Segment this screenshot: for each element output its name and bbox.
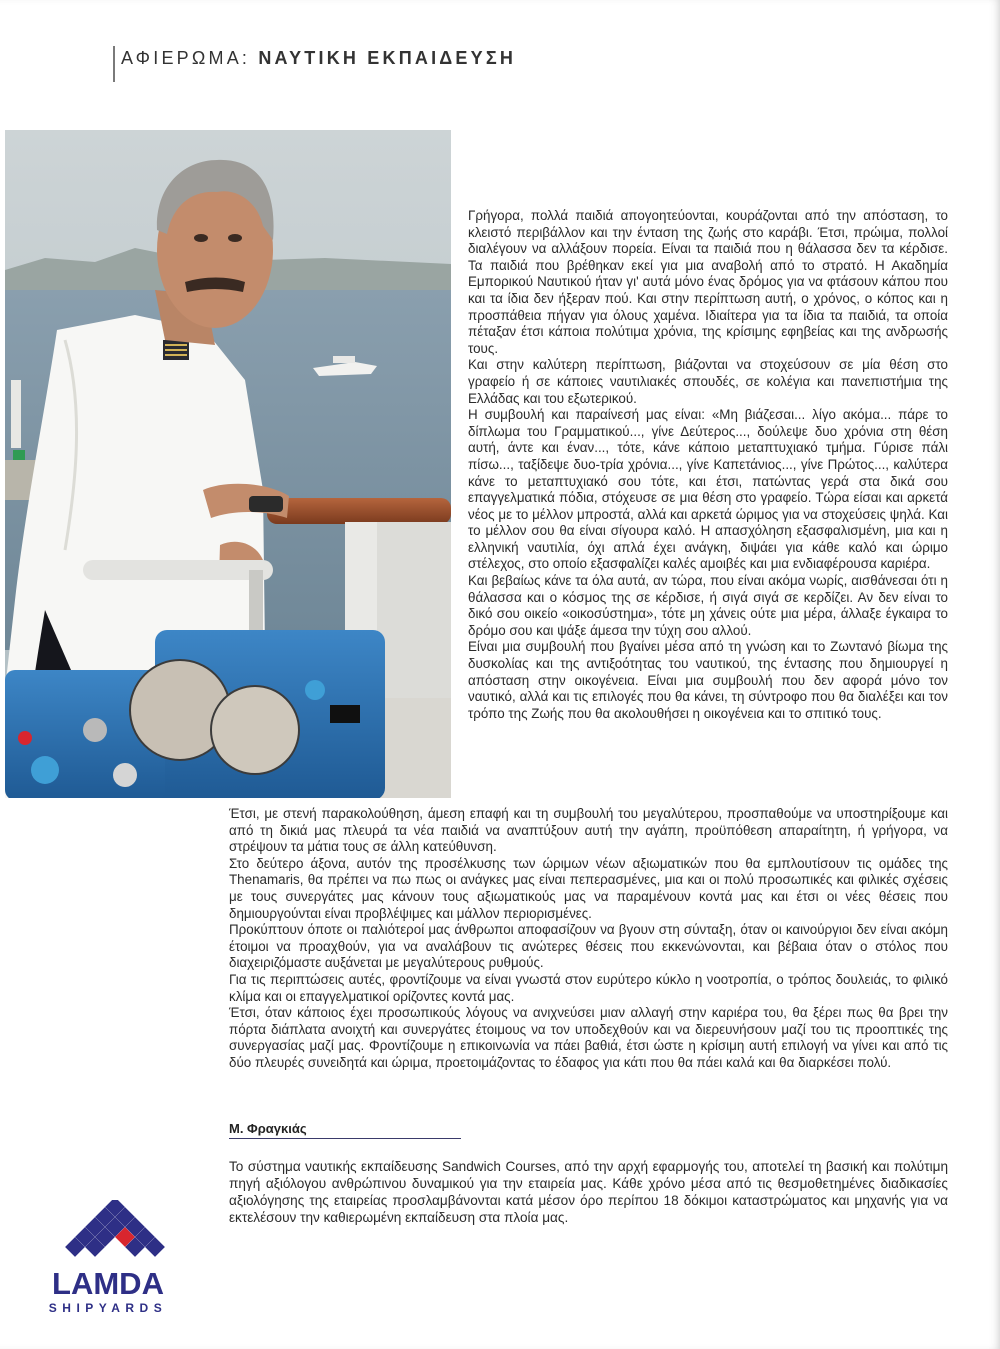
paragraph: Γρήγορα, πολλά παιδιά απογοητεύονται, κουράζονται από την απόσταση, το κλειστό περιβάλλον και την ένταση της ζωής στο καράβι. Έτσι, πρώιμα, πολλοί διαλέγουν να αλλάξουν πορεία. Είναι τα παιδιά που η θάλασσα δεν τα κέρδισε. Τα παιδιά που βρέθηκαν εκεί για μια αναβολή από το στρατό. Η Ακαδημία Εμπορικού Ναυτικού ήταν γι' αυτά μόνο ένας δρόμος για να φτάσουν κάπου που και τα ίδια δεν ήξεραν πού. Και στην περίπτωση αυτή, ο χρόνος, ο κόπος και η προσπάθεια πήγαν για όλους χαμένα. Ιδιαίτερα για τα ίδια τα παιδιά, τα οποία πέταξαν έτσι κάποια πολύτιμα χρόνια, της κρίσιμης εφηβείας και της ανδρωσής τους.	[468, 208, 948, 356]
article-wide-column	[229, 806, 948, 1072]
paragraph: Και στην καλύτερη περίπτωση, βιάζονται να στοχεύσουν σε μία θέση στο γραφείο ή σε κάποιες ναυτιλιακές σπουδές, σε κολέγια και πανεπιστήμια της Ελλάδας και του εξωτερικού.	[468, 357, 948, 406]
header-divider	[113, 46, 115, 82]
closing-paragraph	[229, 1158, 948, 1226]
paragraph: Έτσι, με στενή παρακολούθηση, άμεση επαφή και τη συμβουλή του μεγαλύτερου, προσπαθούμε να υποστηρίξουμε και από τη δικιά μας πλευρά τα νέα παιδιά να αναπτύξουν αυτή την αγάπη, προϋπόθεση απαραίτητη, ή γρήγορα, να στρέψουν τα μάτια τους σε άλλη κατεύθυνση.	[229, 806, 948, 855]
logo-subtitle: SHIPYARDS	[48, 1301, 168, 1315]
paragraph: Η συμβουλή και παραίνεσή μας είναι: «Μη βιάζεσαι... λίγο ακόμα... πάρε το δίπλωμα του Γραμματικού..., γίνε Δεύτερος..., δούλεψε δυο χρόνια στη θέση αυτή, άντε και έναν..., τότε, κάνε κάποιο μεταπτυχιακό τμήμα. Γύρισε πάλι πίσω..., ταξίδεψε δυο-τρία χρόνια..., γίνε Καπετάνιος..., γίνε Πρώτος..., καλύτερα κάνε το μεταπτυχιακό σου τότε, και έτσι, πατώντας γερά στα δικά σου επαγγελματικά πόδια, στόχευσε σε μια θέση στο γραφείο. Τώρα είσαι και αρκετά νέος με το μέλλον μπροστά, αλλά και αρκετά ώριμος για να στοχεύσεις ψηλά. Και το μέλλον σου θα είναι σίγουρα καλό. Η απασχόληση εξασφαλισμένη, μια και η ελληνική ναυτιλία, όχι απλά έχει ανάγκη, διψάει για κάθε καλό και ώριμο στέλεχος, στο οποίο εξασφαλίζει καλές αμοιβές και μια ενδιαφέρουσα καριέρα.	[468, 407, 948, 572]
section-title	[121, 48, 516, 69]
paragraph: Το σύστημα ναυτικής εκπαίδευσης Sandwich Courses, από την αρχή εφαρμογής του, αποτελεί τη βασική και πολύτιμη πηγή αξιόλογου ανθρώπινου δυναμικού για την εταιρεία μας. Κάθε χρόνο μέσα από τις θεσμοθετημένες διαδικασίες αξιολόγησης της εταιρείας προσλαμβάνονται κατά μέσον όρο περίπου 18 δόκιμοι καταστρώματος και μηχανής για να εκτελέσουν την καθιερωμένη εκπαίδευση στα πλοία μας.	[229, 1159, 948, 1225]
section-kicker: ΑΦΙΕΡΩΜΑ:	[121, 48, 251, 68]
section-topic: ΝΑΥΤΙΚΗ ΕΚΠΑΙΔΕΥΣΗ	[258, 48, 517, 68]
paragraph: Στο δεύτερο άξονα, αυτόν της προσέλκυσης των ώριμων νέων αξιωματικών που θα εμπλουτίσουν τις ομάδες της Thenamaris, θα πρέπει να πω πως οι ανάγκες μας είναι πεπερασμένες, μια και οι πολύ προσωπικές και φιλικές σχέσεις με τους συνεργάτες μας κάνουν τους αξιωματικούς μας να παραμένουν κοντά μας και έτσι οι νέες θέσεις που δημιουργούνται είναι προβλέψιμες και μάλλον περιορισμένες.	[229, 855, 948, 921]
paragraph: Είναι μια συμβουλή που βγαίνει μέσα από τη γνώση και το Ζωντανό βίωμα της δυσκολίας και της αντιξοότητας του ναυτικού, της έντασης που δημιουργεί η απόσταση στην οικογένεια. Είναι μια συμβουλή που δεν αφορά μόνο τον ναυτικό, αλλά και τις επιλογές που θα κάνει, τη σύντροφο που θα διαλέξει και τον τρόπο της Ζωής που θα ακολουθήσει η οικογένεια και το σπιτικό τους.	[468, 639, 948, 721]
signature-underline	[229, 1138, 461, 1139]
officer-photo	[5, 130, 451, 798]
paragraph: Προκύπτουν όποτε οι παλιότεροί μας άνθρωποι αποφασίζουν να βγουν στη σύνταξη, όταν οι καινούργιοι δεν είναι ακόμη έτοιμοι να προαχθούν, για να αναλάβουν τις ανώτερες θέσεις που εκκενώνονται, και βέβαια όταν ο στόλος που διαχειριζόμαστε αυξάνεται με μεγαλύτερους ρυθμούς.	[229, 922, 948, 971]
logo-wordmark: LAMDA	[52, 1266, 164, 1301]
author-signature: Μ. Φραγκιάς	[229, 1121, 307, 1136]
article-right-column	[468, 208, 948, 722]
paragraph: Έτσι, όταν κάποιος έχει προσωπικούς λόγους να ανιχνεύσει μιαν αλλαγή στην καριέρα του, θα ξέρει πως θα βρει την πόρτα διάπλατα ανοιχτή και συνεργάτες έτοιμους να τον υποδεχθούν και να διερευνήσουν μαζί του τις προοπτικές της συνεργασίας μαζί μας. Φροντίζουμε η επικοινωνία να πάει βαθιά, έτσι ώστε η κρίσιμη αυτή επιλογή να γίνει και από τις δύο πλευρές συνειδητά και ώριμα, προετοιμάζοντας το έδαφος για κάτι που θα πάει καλά και θα διαρκέσει πολύ.	[229, 1005, 948, 1070]
paragraph: Για τις περιπτώσεις αυτές, φροντίζουμε να είναι γνωστά στον ευρύτερο κύκλο η νοοτροπία, ο τρόπος δουλειάς, το φιλικό κλίμα και οι επαγγελματικοί ορίζοντες κοντά μας.	[229, 971, 948, 1004]
paragraph: Και βεβαίως κάνε τα όλα αυτά, αν τώρα, που είναι ακόμα νωρίς, αισθάνεσαι ότι η θάλασσα και ο κόσμος της σε κέρδισε, ή σιγά σιγά σε κερδίζει. Αν δεν είναι το δικό σου οικείο «οικοσύστημα», τότε μη χάνεις ούτε μια μέρα, άλλαξε έγκαιρα το δρόμο σου και ψάξε άμεσα την τύχη σου αλλού.	[468, 573, 948, 638]
